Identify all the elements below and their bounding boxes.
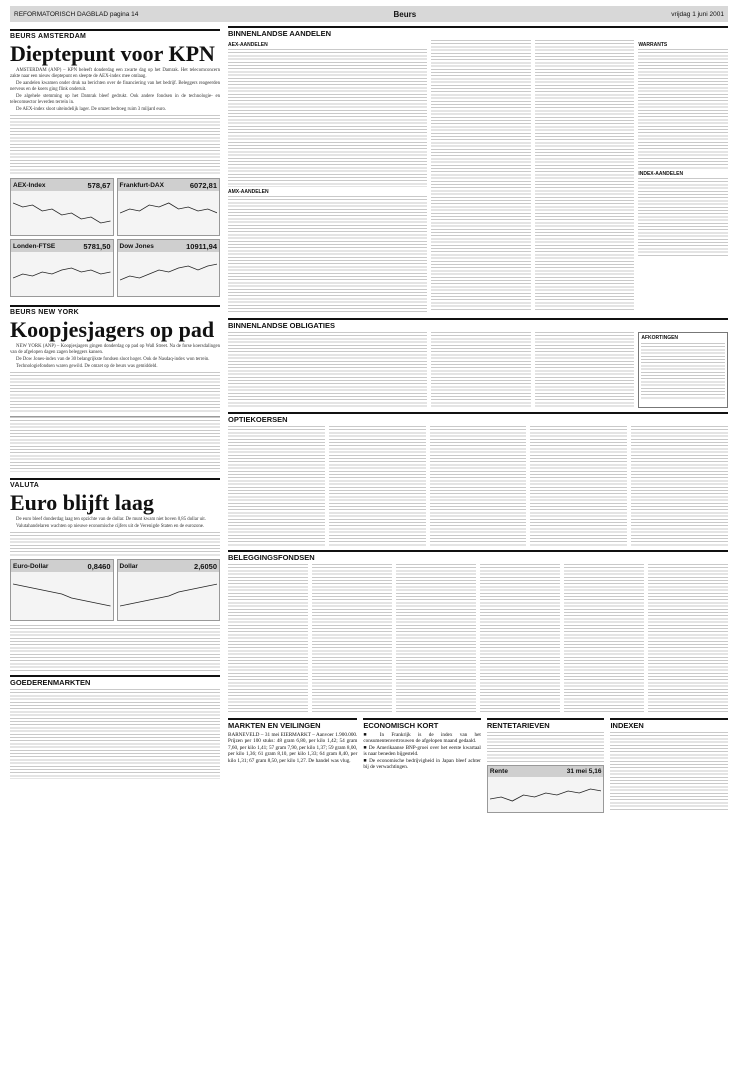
newyork-paragraph: Technologiefondsen waren gewild. De omzet op de beurs was gemiddeld. — [16, 364, 158, 369]
masthead-left: REFORMATORISCH DAGBLAD pagina 14 — [14, 10, 139, 18]
rente-table — [487, 732, 605, 762]
valuta-paragraph: Valutahandelaren wachten op nieuwe economische cijfers uit de Verenigde Staten en de eurozone. — [16, 524, 205, 529]
newyork-body — [10, 344, 220, 370]
chart-name: Frankfurt-DAX — [119, 181, 164, 189]
valuta-kicker: VALUTA — [10, 478, 220, 489]
afkortingen-title: AFKORTINGEN — [641, 335, 679, 341]
markten-text: BARNEVELD – 31 mei EIERMARKT – Aanvoer 1.900.000. Prijzen per 100 stuks: 48 gram 6,80, per kilo 1,42; 54 gram 7,60, per kilo 1,41; 57 gram 7,90, per kilo 1,37; 59 gram 8,00, per kilo 1,36; 61 gram 8,10, per kilo 1,33; 64 gram 8,40, per kilo 1,31; 67 gram 8,50, per kilo 1,27. De handel was vlug. — [228, 732, 358, 764]
chart-value: 2,6050 — [194, 561, 217, 571]
opties-table — [430, 426, 527, 546]
index-charts — [10, 178, 220, 297]
newyork-kicker: BEURS NEW YORK — [10, 305, 220, 316]
newyork-body-continued — [10, 372, 220, 412]
aandelen-table-2 — [431, 40, 531, 312]
opties-table — [631, 426, 728, 546]
indexen-block — [610, 718, 728, 813]
fondsen-table — [648, 564, 728, 714]
economisch-block — [363, 718, 481, 813]
chart-line-rente — [490, 779, 602, 811]
newyork-paragraph: De Dow Jones-index van de 30 belangrijkste fondsen sloot hoger. Ook de Nasdaq-index won terrein. — [16, 357, 210, 362]
chart-line-dollar — [120, 574, 218, 614]
chart-line-dax — [120, 193, 218, 233]
economisch-item: ■ In Frankrijk is de index van het consumentenvertrouwen de afgelopen maand gedaald. — [363, 732, 481, 745]
goederen-table — [10, 689, 220, 779]
chart-ftse — [10, 239, 114, 297]
aex-title: AEX-AANDELEN — [228, 42, 268, 48]
chart-dollar — [117, 559, 221, 621]
amsterdam-body — [10, 68, 220, 113]
fondsen-table — [564, 564, 644, 714]
masthead-section: Beurs — [393, 9, 417, 19]
valuta-charts — [10, 559, 220, 621]
warrants-title: WARRANTS — [638, 42, 668, 48]
valuta-body — [10, 517, 220, 530]
chart-line-dowjones — [120, 254, 218, 294]
masthead — [10, 6, 728, 22]
bottom-row — [228, 718, 728, 813]
fondsen-title: BELEGGINGSFONDSEN — [228, 550, 728, 562]
chart-value: 6072,81 — [189, 180, 217, 190]
afkortingen-list — [641, 343, 725, 399]
valuta-body-continued — [10, 532, 220, 556]
opties-table — [329, 426, 426, 546]
opties-table — [228, 426, 325, 546]
opties-title: OPTIEKOERSEN — [228, 412, 728, 424]
fondsen-table — [480, 564, 560, 714]
chart-euro-dollar — [10, 559, 114, 621]
chart-aex — [10, 178, 114, 236]
fondsen-table — [312, 564, 392, 714]
newyork-headline: Koopjesjagers op pad — [10, 317, 215, 342]
indexaandelen-table — [638, 178, 728, 258]
valuta-paragraph: De euro bleef donderdag laag ten opzichte van de dollar. De munt kwam niet boven 0,85 dollar uit. — [16, 517, 206, 522]
indexen-title: INDEXEN — [610, 718, 728, 730]
chart-value: 0,8460 — [87, 561, 111, 571]
left-column — [10, 26, 220, 813]
chart-line-aex — [13, 193, 111, 233]
chart-value: 5781,50 — [83, 241, 111, 251]
amx-table — [228, 196, 427, 314]
economisch-title: ECONOMISCH KORT — [363, 718, 481, 730]
markten-block — [228, 718, 357, 813]
chart-value: 578,67 — [87, 180, 111, 190]
chart-dowjones — [117, 239, 221, 297]
chart-value: 5,16 — [588, 768, 602, 775]
chart-name: Euro-Dollar — [13, 562, 49, 570]
obligaties-table-1 — [228, 332, 427, 408]
valuta-headline: Euro blijft laag — [10, 490, 154, 515]
right-area — [228, 26, 728, 813]
aandelen-table-3 — [535, 40, 635, 312]
amsterdam-body-continued — [10, 115, 220, 175]
newyork-table — [10, 416, 220, 472]
chart-line-euro-dollar — [13, 574, 111, 614]
warrants-block — [638, 40, 728, 314]
chart-line-ftse — [13, 254, 111, 294]
goederen-title: GOEDERENMARKTEN — [10, 675, 220, 687]
masthead-date: vrijdag 1 juni 2001 — [671, 10, 724, 18]
amsterdam-paragraph: AMSTERDAM (ANP) – KPN beleeft donderdag een zwarte dag op het Damrak. Het telecomconcern zakte naar een nieuw dieptepunt en sleepte de AEX-index mee omlaag. — [10, 68, 220, 79]
newyork-paragraph: NEW YORK (ANP) – Koopjesjagers gingen donderdag op pad op Wall Street. Na de forse koersdalingen van de afgelopen dagen zagen beleggers kansen. — [10, 344, 220, 355]
chart-name: Rente — [489, 768, 508, 775]
rente-block — [487, 718, 605, 813]
amsterdam-kicker: BEURS AMSTERDAM — [10, 29, 220, 40]
amsterdam-paragraph: De aandelen kwamen onder druk na berichten over de financiering van het bedrijf. Beleggers reageerden nerveus en de koers ging flink onderuit. — [10, 81, 220, 92]
obligaties-table-3 — [535, 332, 635, 408]
fondsen-table — [228, 564, 308, 714]
rente-title: RENTETARIEVEN — [487, 718, 605, 730]
chart-name: Londen-FTSE — [13, 242, 56, 250]
obligaties-grid — [228, 332, 728, 408]
aandelen-grid — [228, 40, 728, 314]
obligaties-table-2 — [431, 332, 531, 408]
chart-name: AEX-Index — [13, 181, 46, 189]
amx-title: AMX-AANDELEN — [228, 189, 269, 195]
economisch-item: ■ De Amerikaanse BNP-groei over het eerste kwartaal is naar beneden bijgesteld. — [363, 744, 481, 758]
chart-name: Dow Jones — [119, 242, 154, 250]
amsterdam-paragraph: De algehele stemming op het Damrak bleef gedrukt. Ook andere fondsen in de technologie- en telecomsector leverden terrein in. — [10, 94, 220, 105]
amsterdam-paragraph: De AEX-index sloot uiteindelijk lager. De omzet bedroeg ruim 3 miljard euro. — [16, 107, 167, 112]
opties-grid — [228, 426, 728, 546]
chart-date: 31 mei — [566, 768, 587, 775]
fondsen-table — [396, 564, 476, 714]
opties-table — [530, 426, 627, 546]
aandelen-title: BINNENLANDSE AANDELEN — [228, 26, 728, 38]
indexen-table — [610, 732, 728, 812]
aex-block — [228, 40, 427, 314]
valuta-table — [10, 625, 220, 671]
chart-dax — [117, 178, 221, 236]
chart-name: Dollar — [119, 562, 138, 570]
chart-value: 10911,94 — [186, 241, 217, 251]
chart-rente — [487, 765, 605, 813]
economisch-item: ■ De economische bedrijvigheid in Japan bleef achter bij de verwachtingen. — [363, 757, 481, 771]
amsterdam-headline: Dieptepunt voor KPN — [10, 41, 215, 66]
fondsen-grid — [228, 564, 728, 714]
warrants-table — [638, 49, 728, 169]
markten-title: MARKTEN EN VEILINGEN — [228, 718, 357, 730]
afkortingen-box — [638, 332, 728, 408]
obligaties-title: BINNENLANDSE OBLIGATIES — [228, 318, 728, 330]
aex-table — [228, 49, 427, 187]
indexaandelen-title: INDEX-AANDELEN — [638, 171, 684, 177]
